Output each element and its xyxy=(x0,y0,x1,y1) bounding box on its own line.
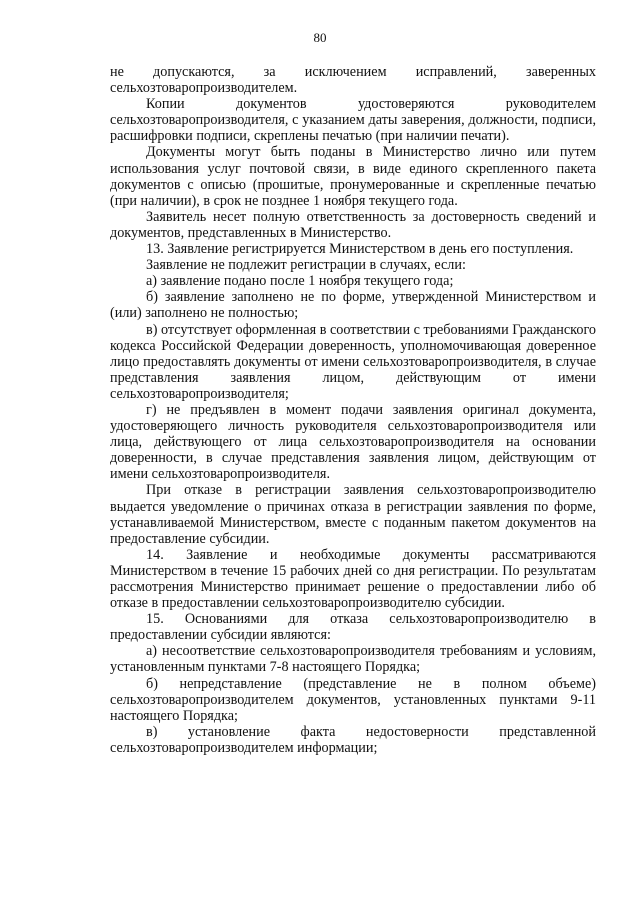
paragraph-10: г) не предъявлен в момент подачи заявления оригинал документа, удостоверяющего личность руководителя сельхозтоваропроизводителя или лица, действующего от лица сельхозтоваропроизводителя на основании доверенности, в случае представления заявления лицом, действующим от имени сельхозтоваропроизводителя. xyxy=(110,401,596,483)
paragraph-9: в) отсутствует оформленная в соответствии с требованиями Гражданского кодекса Российской Федерации доверенность, уполномочивающая доверенное лицо предоставлять документы от имени сельхозтоваропроизводителя, в случае представления заявления лицом, действующим от имени сельхозтоваропроизводителя; xyxy=(110,321,596,402)
paragraph-4: Заявитель несет полную ответственность за достоверность сведений и документов, представленных в Министерство. xyxy=(110,208,596,241)
paragraph-13: 15. Основаниями для отказа сельхозтоваропроизводителю в предоставлении субсидии являются: xyxy=(110,611,596,644)
paragraph-15: б) непредставление (представление не в полном объеме) сельхозтоваропроизводителем документов, установленных пунктами 9-11 настоящего Порядка; xyxy=(110,675,596,724)
paragraph-6: Заявление не подлежит регистрации в случаях, если: xyxy=(146,257,466,274)
paragraph-14: а) несоответствие сельхозтоваропроизводителя требованиям и условиям, установленным пунктами 7-8 настоящего Порядка; xyxy=(110,643,596,676)
paragraph-2: Копии документов удостоверяются руководителем сельхозтоваропроизводителя, с указанием даты заверения, должности, подписи, расшифровки подписи, скреплены печатью (при наличии печати). xyxy=(110,96,596,145)
paragraph-5: 13. Заявление регистрируется Министерством в день его поступления. xyxy=(146,241,574,258)
paragraph-11: При отказе в регистрации заявления сельхозтоваропроизводителю выдается уведомление о причинах отказа в регистрации заявления по форме, устанавливаемой Министерством, вместе с поданным пакетом документов на предоставление субсидии. xyxy=(110,482,596,547)
page-number: 80 xyxy=(313,30,327,45)
paragraph-12: 14. Заявление и необходимые документы рассматриваются Министерством в течение 15 рабочих дней со дня регистрации. По результатам рассмотрения Министерство принимает решение о предоставлении либо об отказе в предоставлении сельхозтоваропроизводителю субсидии. xyxy=(110,546,596,612)
paragraph-8: б) заявление заполнено не по форме, утвержденной Министерством и (или) заполнено не полностью; xyxy=(110,289,596,322)
paragraph-3: Документы могут быть поданы в Министерство лично или путем использования услуг почтовой связи, в виде единого скрепленного пакета документов с описью (прошитые, пронумерованные и скрепленные печатью (при наличии), в срок не позднее 1 ноября текущего года. xyxy=(110,144,596,209)
paragraph-1: не допускаются, за исключением исправлений, заверенных сельхозтоваропроизводителем. xyxy=(110,64,596,97)
paragraph-7: а) заявление подано после 1 ноября текущего года; xyxy=(146,273,454,290)
page-content xyxy=(110,64,596,756)
paragraph-16: в) установление факта недостоверности представленной сельхозтоваропроизводителем информации; xyxy=(110,723,596,756)
